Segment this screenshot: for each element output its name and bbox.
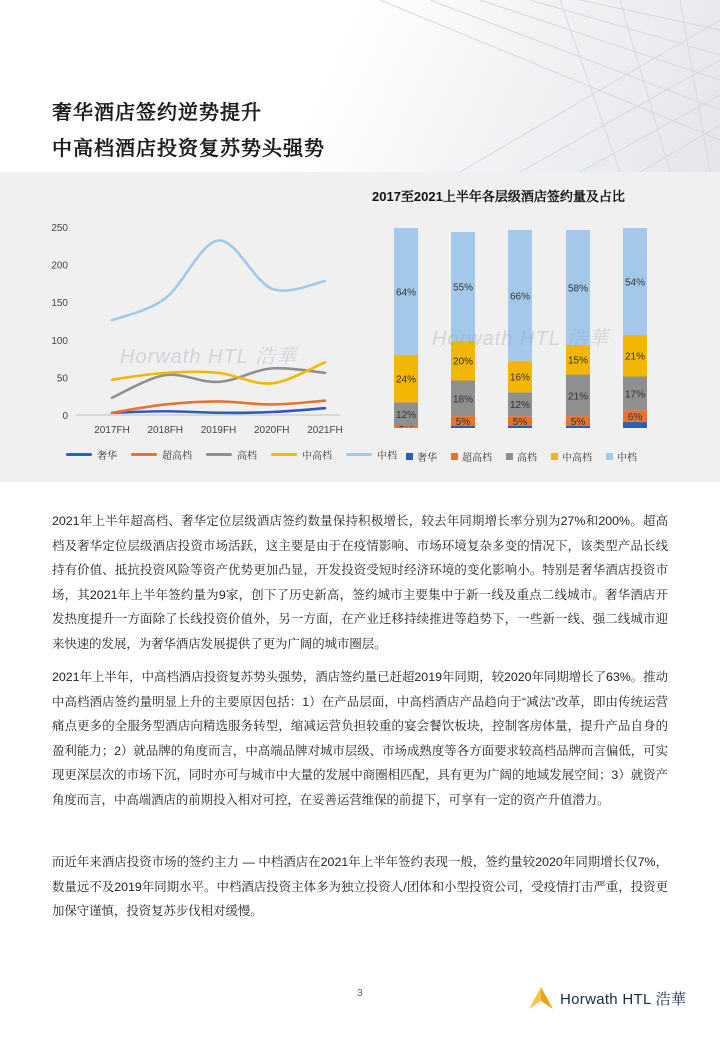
x-tick-label: 2019FH xyxy=(200,425,237,436)
bar-data-label: 21% xyxy=(624,351,646,363)
y-tick-label: 250 xyxy=(51,223,68,234)
bar-data-label: 16% xyxy=(509,372,531,384)
legend-item-luxury: 奢华 xyxy=(66,447,117,462)
bar-chart-title: 2017至2021上半年各层级酒店签约量及占比 xyxy=(372,189,625,204)
bar-data-label: 18% xyxy=(452,394,474,406)
y-tick-label: 100 xyxy=(51,335,68,347)
bar-data-label: 24% xyxy=(395,374,417,386)
y-tick-label: 200 xyxy=(51,260,68,272)
watermark-bar-chart: Horwath HTL 浩華 xyxy=(432,328,610,350)
bar-data-label: 12% xyxy=(395,410,417,422)
legend-item-upper-midscale: 中高档 xyxy=(551,449,592,464)
legend-item-midscale: 中档 xyxy=(346,447,397,462)
watermark-line-chart: Horwath HTL 浩華 xyxy=(120,346,298,368)
paragraph-midscale: 而近年来酒店投资市场的签约主力 — 中档酒店在2021年上半年签约表现一般，签约量较2020年同期增长仅7%，数量远不及2019年同期水平。中档酒店投资主体多为独立投资人/团体和小型投资公司，受疫情打击严重，投资更加保守谨慎，投资复苏步伐相对缓慢。 xyxy=(52,855,668,918)
bar-data-label: 58% xyxy=(567,283,589,295)
horwath-logo-icon xyxy=(528,986,554,1010)
bar-data-label: 66% xyxy=(509,291,531,303)
bar-data-label: 5% xyxy=(512,417,528,429)
legend-item-upper-upscale: 超高档 xyxy=(451,449,492,464)
paragraph-upper-midscale: 2021年上半年，中高档酒店投资复苏势头强势，酒店签约量已赶超2019年同期，较2020年同期增长了63%。推动中高档酒店签约量明显上升的主要原因包括：1）在产品层面，中高档酒店产品趋向于“减法”改革，即由传统运营痛点更多的全服务型酒店向精选服务转型，缩减运营负担较重的宴会餐饮板块，控制客房体量，提升产品自身的盈利能力；2）就品牌的角度而言，中高端品牌对城市层级、市场成熟度等各方面要求较高档品牌而言偏低，可实现更深层次的市场下沉，同时亦可与城市中大量的发展中商圈相匹配，具有更为广阔的地域发展空间；3）就资产角度而言，中高端酒店的前期投入相对可控，在妥善运营维保的前提下，可享有一定的资产升值潜力。 xyxy=(52,670,668,807)
x-tick-label: 2020FH xyxy=(253,425,290,436)
bar-data-label: 15% xyxy=(567,355,589,367)
page-title-line2: 中高档酒店投资复苏势头强势 xyxy=(52,138,325,160)
page-number: 3 xyxy=(357,988,363,999)
x-tick-label: 2018FH xyxy=(147,425,184,436)
bar-data-label: 5% xyxy=(570,417,586,429)
x-tick-label: 2021FH xyxy=(307,425,343,436)
bar-chart-legend xyxy=(406,449,651,464)
bar-data-label: 64% xyxy=(395,287,417,299)
legend-item-upper-midscale: 中高档 xyxy=(271,447,332,462)
bar-data-label: 12% xyxy=(509,400,531,412)
footer-logo-text: Horwath HTL 浩華 xyxy=(560,990,687,1008)
bar-data-label: 6% xyxy=(627,412,643,424)
line-series-4 xyxy=(112,240,325,320)
bar-data-label: 54% xyxy=(624,277,646,289)
legend-item-midscale: 中档 xyxy=(606,449,637,464)
line-chart xyxy=(40,215,360,445)
page-title-line1: 奢华酒店签约逆势提升 xyxy=(52,102,262,124)
legend-item-upscale: 高档 xyxy=(506,449,537,464)
legend-item-upper-upscale: 超高档 xyxy=(131,447,192,462)
bar-data-label: 20% xyxy=(452,356,474,368)
paragraph-luxury: 2021年上半年超高档、奢华定位层级酒店签约数量保持积极增长，较去年同期增长率分别为27%和200%。超高档及奢华定位层级酒店投资市场活跃，这主要是由于在疫情影响、市场环境复杂多变的情况下，该类型产品长线持有价值、抵抗投资风险等资产优势更加凸显，开发投资受短时经济环境的变化影响小。特别是奢华酒店投资市场，其2021年上半年签约量为9家，创下了历史新高，签约城市主要集中于新一线及重点二线城市。奢华酒店开发热度提升一方面除了长线投资价值外，另一方面，在产业迁移持续推进等趋势下，一些新一线、强二线城市迎来快速的发展，为奢华酒店发展提供了更为广阔的城市圈层。 xyxy=(52,514,668,651)
bar-data-label: 55% xyxy=(452,282,474,294)
footer-logo xyxy=(528,984,686,1012)
x-tick-label: 2017FH xyxy=(94,425,130,436)
legend-item-luxury: 奢华 xyxy=(406,449,437,464)
line-chart-legend xyxy=(66,447,411,462)
bar-data-label: 17% xyxy=(624,389,646,401)
bar-data-label: 21% xyxy=(567,391,589,403)
y-tick-label: 50 xyxy=(56,373,68,385)
line-series-0 xyxy=(112,408,325,413)
y-tick-label: 0 xyxy=(62,411,68,422)
bar-data-label: 5% xyxy=(455,417,471,429)
y-tick-label: 150 xyxy=(51,298,68,310)
legend-item-upscale: 高档 xyxy=(206,447,257,462)
